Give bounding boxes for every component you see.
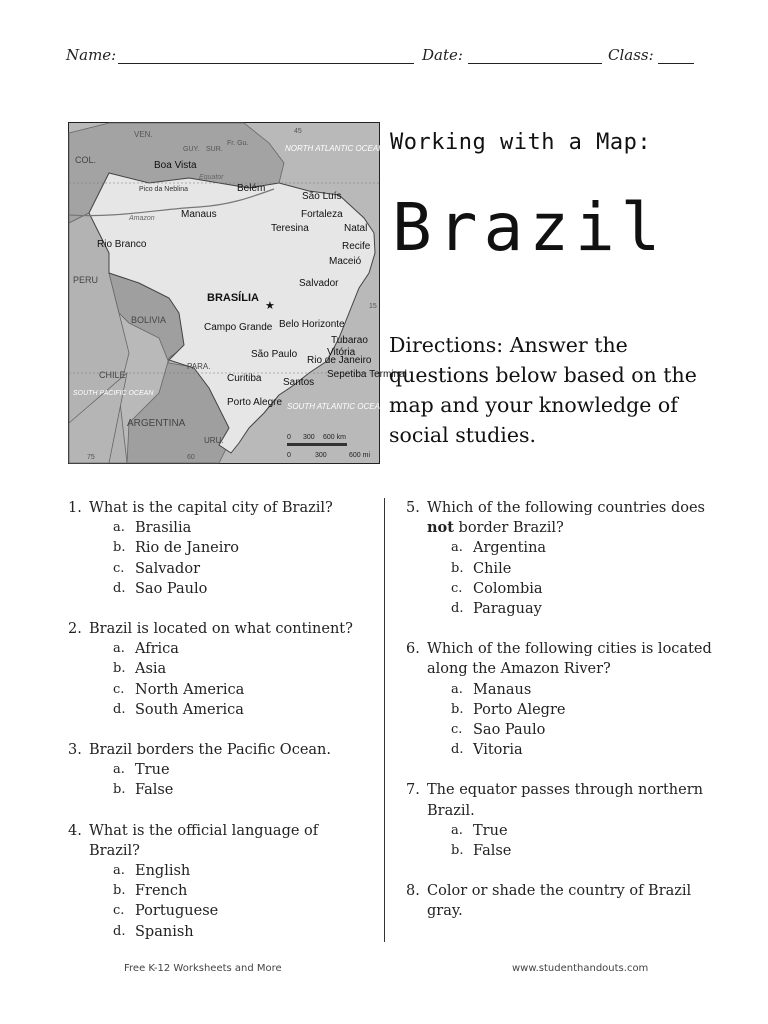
answer-option[interactable]	[113, 538, 368, 558]
answer-option[interactable]	[113, 700, 368, 720]
answer-option[interactable]	[113, 579, 368, 599]
option-letter: a.	[113, 641, 125, 657]
city-boa-vista: Boa Vista	[154, 160, 197, 171]
city-fortaleza: Fortaleza	[301, 209, 343, 220]
answer-option[interactable]	[113, 659, 368, 679]
map-label-peru: PERU	[73, 275, 99, 285]
map-label-frgu: Fr. Gu.	[227, 140, 249, 147]
option-text: True	[135, 762, 170, 779]
map-label-ven: VEN.	[134, 130, 153, 139]
option-letter: a.	[113, 520, 125, 536]
question-number: 2.	[68, 621, 82, 638]
answer-options	[451, 680, 716, 761]
tick-75: 75	[87, 454, 95, 461]
answer-option[interactable]	[113, 861, 368, 881]
column-divider	[384, 498, 385, 942]
answer-option[interactable]	[113, 760, 368, 780]
capital-star-icon: ★	[265, 300, 275, 312]
map-label-equator: Equator	[199, 174, 224, 181]
option-text: Portuguese	[135, 903, 219, 920]
option-text: Porto Alegre	[473, 701, 566, 718]
answer-option[interactable]	[113, 680, 368, 700]
questions-right-column	[406, 498, 716, 942]
answer-option[interactable]	[451, 720, 716, 740]
answer-option[interactable]	[451, 599, 716, 619]
answer-option[interactable]	[451, 579, 716, 599]
option-letter: d.	[451, 742, 464, 758]
option-text: False	[135, 782, 174, 799]
answer-option[interactable]	[113, 639, 368, 659]
answer-option[interactable]	[451, 538, 716, 558]
option-letter: a.	[451, 540, 463, 556]
city-rio-de-janeiro: Rio de Janeiro	[307, 355, 372, 366]
option-letter: a.	[113, 863, 125, 879]
question-text: Color or shade the country of Brazil gray.	[427, 883, 692, 920]
map-label-bolivia: BOLIVIA	[131, 315, 167, 325]
option-letter: b.	[451, 560, 464, 576]
answer-option[interactable]	[113, 901, 368, 921]
city-tubarao: Tubarao	[331, 335, 368, 346]
question-text: Brazil borders the Pacific Ocean.	[89, 742, 331, 759]
footer-left: Free K-12 Worksheets and More	[124, 963, 282, 974]
question-number: 5.	[406, 500, 420, 516]
option-letter: c.	[451, 580, 463, 596]
city-belem: Belém	[237, 183, 266, 194]
option-letter: d.	[113, 923, 126, 939]
option-text: Brasilia	[135, 520, 192, 537]
city-belo-horizonte: Belo Horizonte	[279, 319, 345, 330]
answer-options	[113, 518, 368, 599]
city-vitoria: Vitória	[327, 347, 356, 358]
worksheet-subtitle: Working with a Map:	[390, 130, 652, 155]
city-campo-grande: Campo Grande	[204, 322, 273, 333]
map-label-col: COL.	[75, 155, 97, 165]
tick-15: 15	[369, 303, 377, 310]
option-letter: c.	[113, 681, 125, 697]
option-letter: d.	[113, 580, 126, 596]
option-letter: a.	[451, 681, 463, 697]
question-text: What is the capital city of Brazil?	[89, 500, 333, 516]
question-line	[406, 639, 716, 679]
option-text: False	[473, 843, 512, 860]
scale-mi-600: 600 mi	[349, 452, 371, 459]
answer-option[interactable]	[451, 559, 716, 579]
worksheet-title: Brazil	[392, 189, 667, 266]
answer-options	[451, 538, 716, 619]
option-text: French	[135, 883, 188, 900]
answer-options	[113, 861, 368, 942]
city-curitiba: Curitiba	[227, 373, 262, 384]
question-text-part: Which of the following countries does	[427, 500, 705, 516]
directions-text: Directions: Answer the questions below based on the map and your knowledge of social studies.	[389, 333, 697, 447]
city-sao-paulo: São Paulo	[251, 349, 298, 360]
option-text: Africa	[135, 641, 179, 658]
option-text: Colombia	[473, 580, 543, 597]
question-item	[406, 881, 716, 921]
class-field[interactable]	[658, 63, 694, 64]
answer-options	[113, 639, 368, 720]
map-ocean-north: NORTH ATLANTIC OCEAN	[285, 144, 384, 153]
question-line	[406, 498, 716, 538]
answer-option[interactable]	[451, 821, 716, 841]
question-text	[427, 498, 716, 538]
option-text: Spanish	[135, 923, 194, 940]
answer-option[interactable]	[113, 922, 368, 942]
option-text: North America	[135, 681, 245, 698]
option-letter: b.	[113, 661, 126, 677]
map-label-argentina: ARGENTINA	[127, 418, 186, 429]
question-item	[68, 821, 368, 942]
question-line	[68, 619, 368, 639]
question-text: What is the official language of Brazil?	[89, 822, 319, 859]
map-label-amazon: Amazon	[129, 215, 155, 222]
footer-right[interactable]: www.studenthandouts.com	[512, 963, 649, 974]
map-label-guy: GUY.	[183, 146, 200, 153]
question-line	[406, 780, 716, 820]
option-text: English	[135, 863, 191, 880]
answer-option[interactable]	[113, 518, 368, 538]
question-text: Which of the following cities is located along the Amazon River?	[427, 641, 712, 678]
scale-km-600: 600 km	[323, 434, 346, 441]
option-letter: c.	[451, 722, 463, 738]
map-label-uru: URU.	[204, 436, 224, 445]
option-letter: b.	[113, 883, 126, 899]
scale-mi-0: 0	[287, 452, 291, 459]
map-ocean-south-atlantic: SOUTH ATLANTIC OCEAN	[287, 402, 386, 411]
scale-km-300: 300	[303, 434, 315, 441]
answer-options	[451, 821, 716, 861]
city-natal: Natal	[344, 223, 368, 234]
city-sao-luis: São Luís	[302, 191, 342, 202]
tick-60: 60	[187, 454, 195, 461]
option-letter: b.	[451, 701, 464, 717]
option-text: Manaus	[473, 681, 532, 698]
answer-options	[113, 760, 368, 800]
option-text: South America	[135, 701, 244, 718]
map-label-para: PARA.	[187, 362, 211, 371]
option-letter: c.	[113, 560, 125, 576]
question-item	[68, 498, 368, 599]
city-santos: Santos	[283, 377, 315, 388]
question-number: 7.	[406, 782, 420, 799]
option-letter: a.	[451, 822, 463, 838]
option-text: Sao Paulo	[473, 722, 546, 739]
map-ocean-south-pacific: SOUTH PACIFIC OCEAN	[73, 390, 154, 397]
option-text: Rio de Janeiro	[135, 540, 240, 557]
date-label: Date:	[422, 46, 463, 64]
question-number: 4.	[68, 822, 82, 839]
answer-option[interactable]	[113, 559, 368, 579]
question-number: 6.	[406, 641, 420, 658]
option-text: True	[473, 822, 508, 839]
name-field[interactable]	[118, 63, 414, 64]
option-text: Argentina	[473, 540, 547, 557]
option-text: Paraguay	[473, 601, 542, 618]
option-letter: b.	[451, 843, 464, 859]
question-number: 1.	[68, 500, 82, 516]
option-letter: b.	[113, 540, 126, 556]
date-field[interactable]	[468, 63, 602, 64]
option-text: Chile	[473, 560, 512, 577]
question-item	[406, 639, 716, 760]
option-letter: d.	[113, 701, 126, 717]
scale-km-0: 0	[287, 434, 291, 441]
question-item	[68, 740, 368, 801]
answer-option[interactable]	[113, 881, 368, 901]
city-manaus: Manaus	[181, 209, 217, 220]
city-salvador: Salvador	[299, 278, 339, 289]
option-letter: d.	[451, 601, 464, 617]
option-letter: a.	[113, 762, 125, 778]
scale-mi-300: 300	[315, 452, 327, 459]
option-text: Salvador	[135, 560, 200, 577]
option-letter: c.	[113, 903, 125, 919]
question-line	[68, 740, 368, 760]
questions-left-column	[68, 498, 368, 962]
class-label: Class:	[608, 46, 654, 64]
city-porto-alegre: Porto Alegre	[227, 397, 283, 408]
question-text: Brazil is located on what continent?	[89, 621, 353, 638]
map-label-sur: SUR.	[206, 146, 223, 153]
question-line	[406, 881, 716, 921]
answer-option[interactable]	[451, 680, 716, 700]
answer-option[interactable]	[451, 700, 716, 720]
question-text-part: border Brazil?	[453, 520, 564, 537]
question-text-emphasis: not	[427, 519, 454, 537]
brazil-map	[68, 122, 407, 464]
map-label-chile: CHILE	[99, 370, 126, 380]
answer-option[interactable]	[451, 841, 716, 861]
city-brasilia: BRASÍLIA	[207, 292, 259, 304]
map-label-neblina: Pico da Neblina	[139, 186, 189, 193]
question-line	[68, 821, 368, 861]
option-text: Sao Paulo	[135, 580, 208, 597]
city-maceio: Maceió	[329, 256, 362, 267]
option-letter: b.	[113, 782, 126, 798]
question-number: 8.	[406, 883, 420, 900]
question-text: The equator passes through northern Brazil.	[427, 782, 703, 819]
question-line	[68, 498, 368, 518]
tick-45: 45	[294, 128, 302, 135]
city-rio-branco: Rio Branco	[97, 239, 147, 250]
answer-option[interactable]	[451, 740, 716, 760]
question-item	[68, 619, 368, 720]
question-item	[406, 780, 716, 861]
option-text: Vitoria	[473, 742, 523, 759]
answer-option[interactable]	[113, 780, 368, 800]
city-recife: Recife	[342, 241, 371, 252]
option-text: Asia	[135, 661, 167, 678]
question-item	[406, 498, 716, 619]
city-teresina: Teresina	[271, 223, 309, 234]
student-info-header	[66, 46, 706, 68]
city-sepetiba: Sepetiba Terminal	[327, 369, 407, 380]
name-label: Name:	[66, 46, 117, 64]
question-number: 3.	[68, 742, 82, 759]
